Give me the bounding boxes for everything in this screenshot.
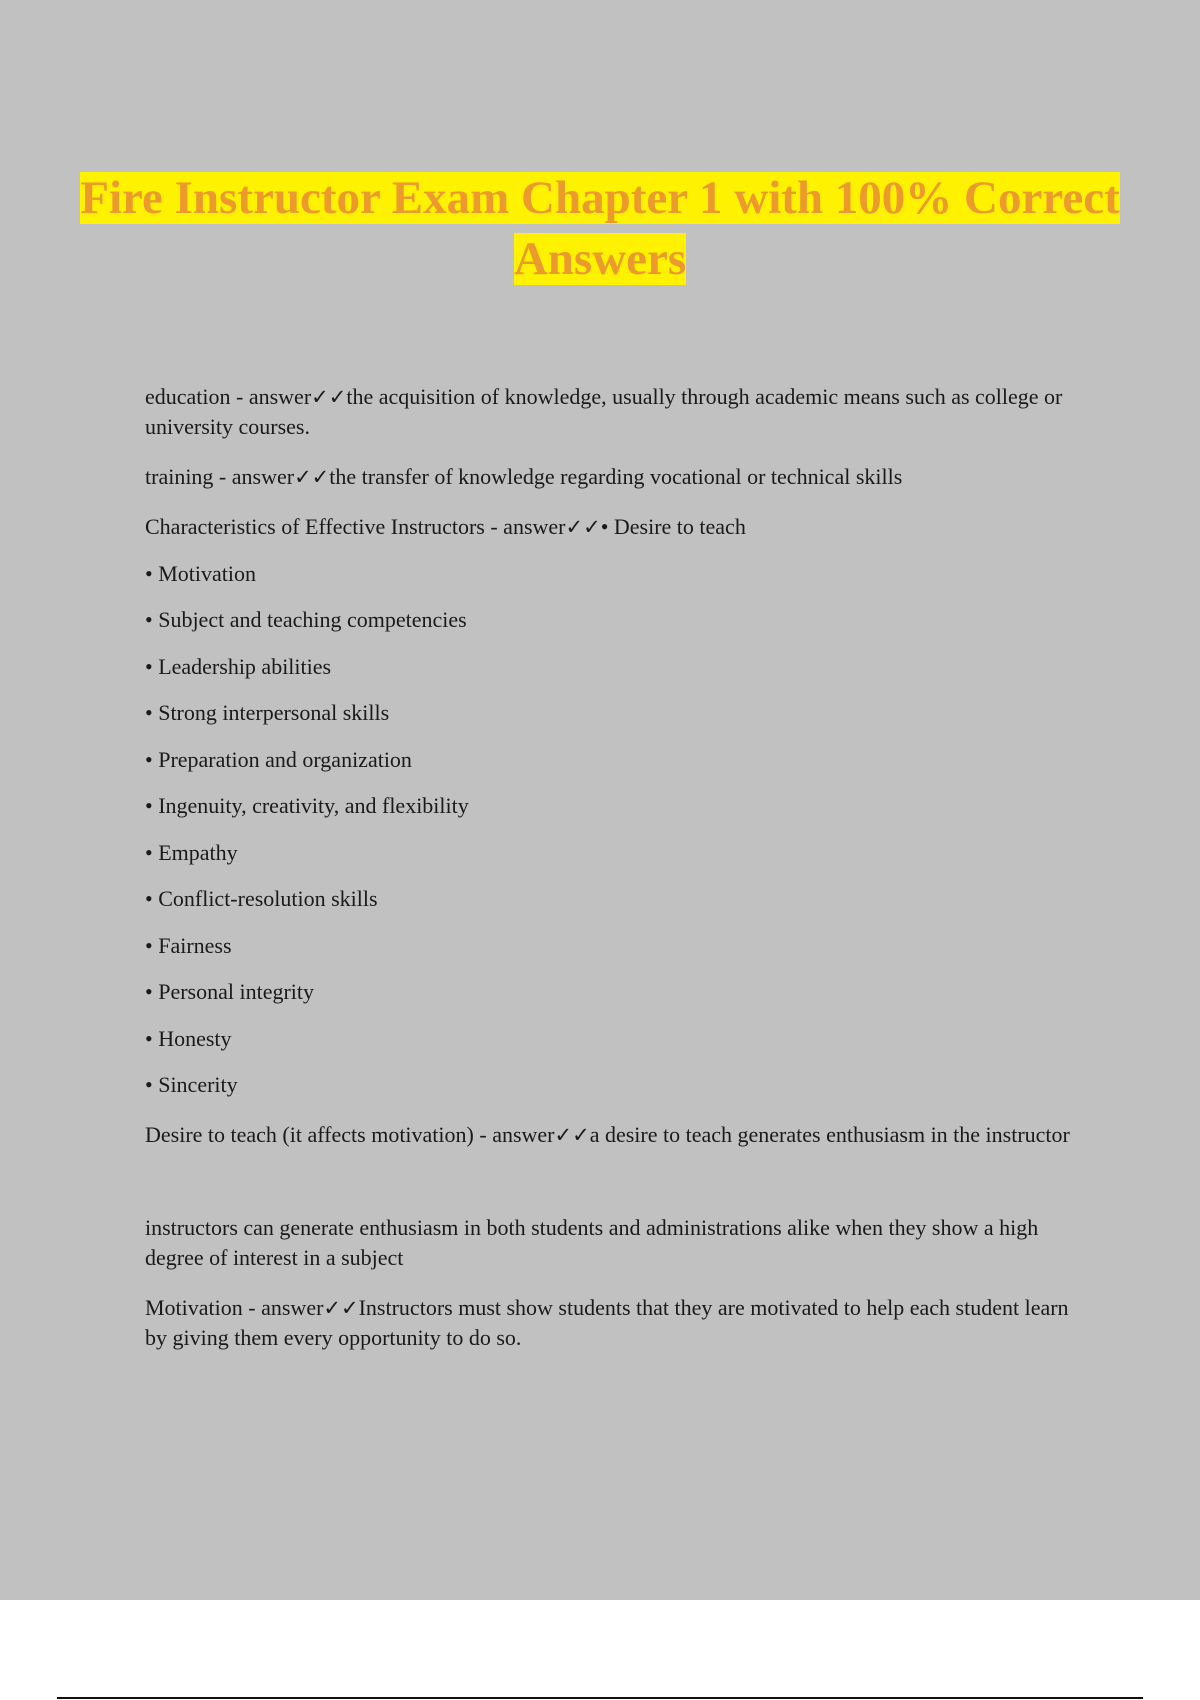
entry-answer: the acquisition of knowledge, usually through academic means such as college or university courses. — [145, 384, 1063, 439]
list-item: • Strong interpersonal skills — [145, 700, 390, 725]
list-item: • Leadership abilities — [145, 653, 332, 679]
entry-term: Motivation - answer — [145, 1295, 324, 1320]
entry-desire-to-teach — [145, 1120, 1085, 1150]
list-item: • Motivation — [145, 560, 256, 586]
check-mark-icon: ✓✓ — [554, 1123, 590, 1147]
check-mark-icon: ✓✓ — [294, 465, 330, 489]
entry-answer: Instructors must show students that they are motivated to help each student learn by giving them every opportunity to do so. — [145, 1295, 1069, 1350]
entry-term: Desire to teach (it affects motivation) - answer — [145, 1122, 555, 1147]
footer-divider — [57, 1697, 1143, 1699]
entry-characteristics — [145, 512, 1085, 542]
entry-motivation — [145, 1293, 1085, 1353]
entry-answer: a desire to teach generates enthusiasm in the instructor — [589, 1122, 1070, 1147]
entry-term: training - answer — [145, 464, 295, 489]
check-mark-icon: ✓✓ — [323, 1296, 359, 1320]
entry-answer: the transfer of knowledge regarding vocational or technical skills — [329, 464, 903, 489]
title-block — [0, 168, 1200, 290]
check-mark-icon: ✓✓ — [565, 515, 601, 539]
list-item: • Ingenuity, creativity, and flexibility — [145, 793, 469, 818]
check-mark-icon: ✓✓ — [311, 385, 347, 409]
document-title: Fire Instructor Exam Chapter 1 with 100% Correct Answers — [80, 172, 1120, 285]
list-item: • Subject and teaching competencies — [145, 607, 467, 632]
document-body — [145, 382, 1085, 1373]
entry-term: education - answer — [145, 384, 312, 409]
entry-training — [145, 462, 1085, 492]
list-item: • Empathy — [145, 839, 238, 865]
list-item: • Honesty — [145, 1025, 232, 1051]
enthusiasm-paragraph: instructors can generate enthusiasm in both students and administrations alike when they show a high degree of interest in a subject — [145, 1215, 1039, 1270]
list-item: • Preparation and organization — [145, 746, 412, 772]
entry-education — [145, 382, 1085, 442]
entry-term: Characteristics of Effective Instructors - answer — [145, 514, 566, 539]
list-item: • Sincerity — [145, 1072, 238, 1097]
entry-answer: • Desire to teach — [600, 514, 746, 539]
list-item: • Fairness — [145, 932, 232, 958]
list-item: • Personal integrity — [145, 979, 315, 1004]
list-item: • Conflict-resolution skills — [145, 886, 378, 911]
